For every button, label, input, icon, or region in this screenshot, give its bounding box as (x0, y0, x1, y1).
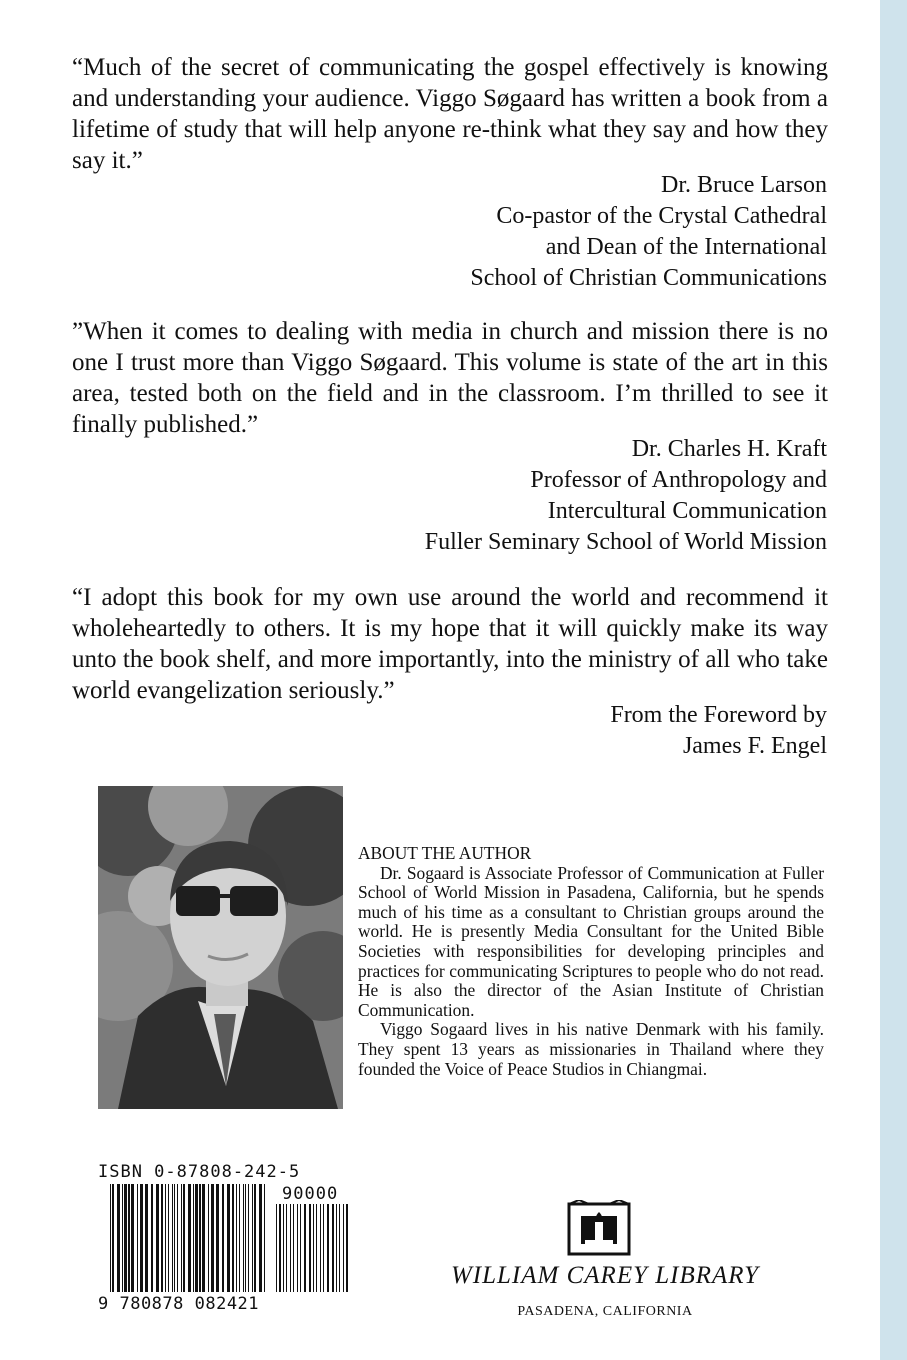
barcode-bar (232, 1184, 234, 1292)
author-photo (98, 786, 343, 1109)
barcode-bar (239, 1184, 240, 1292)
attribution-line: Dr. Charles H. Kraft (631, 436, 827, 462)
barcode-bar (193, 1184, 194, 1292)
attribution-line: and Dean of the International (545, 234, 827, 260)
barcode-bar (156, 1184, 159, 1292)
quote-kraft: ”When it comes to dealing with media in church and mission there is no one I trust more than Viggo Søgaard. This volume is state of the art in this area, tested both on the field and in the classroom. I’m thrilled to see it finally published.” (72, 318, 828, 438)
barcode-bar (279, 1204, 281, 1292)
barcode-bar (161, 1184, 163, 1292)
barcode-bar (188, 1184, 191, 1292)
barcode-bar (252, 1184, 253, 1292)
barcode-bar (346, 1204, 348, 1292)
attribution-kraft (127, 434, 827, 558)
barcode-bar (131, 1184, 134, 1292)
barcode-bar (202, 1184, 205, 1292)
attribution-line: From the Foreword by (610, 702, 827, 728)
barcode-bar (181, 1184, 182, 1292)
barcode-bar (313, 1204, 314, 1292)
barcode-bar (339, 1204, 340, 1292)
barcode-bar (165, 1184, 166, 1292)
barcode-bar (222, 1184, 224, 1292)
barcode-bar (227, 1184, 230, 1292)
barcode-bar (145, 1184, 148, 1292)
barcode-bar (117, 1184, 120, 1292)
barcode-bar (316, 1204, 317, 1292)
about-author (358, 844, 824, 1079)
attribution-line: Dr. Bruce Larson (661, 172, 827, 198)
attribution-line: Professor of Anthropology and (530, 467, 827, 493)
attribution-engel (127, 700, 827, 762)
barcode-bar (248, 1184, 249, 1292)
barcode-bar (304, 1204, 306, 1292)
barcode-bar (195, 1184, 198, 1292)
barcode-bar (199, 1184, 201, 1292)
barcode-bar (290, 1204, 291, 1292)
barcode-bar (112, 1184, 114, 1292)
barcode-bar (211, 1184, 214, 1292)
barcode-bar (110, 1184, 111, 1292)
barcode-bar (254, 1184, 256, 1292)
about-paragraph: Viggo Sogaard lives in his native Denmark with his family. They spent 13 years as missionaries in Thailand where they founded the Voice of Peace Studios in Chiangmai. (358, 1019, 824, 1079)
ean-digits: 9 780878 082421 (98, 1294, 260, 1314)
barcode-bar (309, 1204, 311, 1292)
barcode-bar (286, 1204, 287, 1292)
barcode-bar (293, 1204, 294, 1292)
attribution-line: Co-pastor of the Crystal Cathedral (496, 203, 827, 229)
barcode-bar (336, 1204, 337, 1292)
barcode-bar (327, 1204, 329, 1292)
barcode-bar (177, 1184, 178, 1292)
barcode-bar (264, 1184, 265, 1292)
barcode-bar (283, 1204, 284, 1292)
barcode-bar (172, 1184, 173, 1292)
barcode-bar (183, 1184, 185, 1292)
publisher-city: PASADENA, CALIFORNIA (517, 1304, 693, 1319)
barcode-bar (243, 1184, 244, 1292)
spine-edge (880, 0, 907, 1360)
barcode-bar (245, 1184, 246, 1292)
barcode-bar (320, 1204, 321, 1292)
barcode-bar (140, 1184, 143, 1292)
barcode-bar (332, 1204, 334, 1292)
barcode-bar (122, 1184, 123, 1292)
barcode-bar (300, 1204, 301, 1292)
barcode-bar (124, 1184, 127, 1292)
barcode-bar (297, 1204, 298, 1292)
attribution-line: School of Christian Communications (470, 265, 827, 291)
isbn-label: ISBN 0-87808-242-5 (98, 1162, 301, 1182)
attribution-larson (127, 170, 827, 294)
about-paragraph: Dr. Sogaard is Associate Professor of Communication at Fuller School of World Mission in Pasadena, California, but he spends much of his time as a consultant to Christian groups around the world. He is presently Media Consultant for the United Bible Societies with responsibilities for developing principles and practices for communicating Scriptures to people who do not read. He is also the director of the Asian Institute of Christian Communication. (358, 862, 824, 1020)
barcode-bar (137, 1184, 138, 1292)
quote-engel: “I adopt this book for my own use around the world and recommend it wholeheartedly to others. It is my hope that it will quickly make its way unto the book shelf, and more importantly, into the ministry of all who take world evangelization seriously.” (72, 584, 828, 704)
attribution-line: James F. Engel (682, 733, 827, 759)
publisher-logo-icon (565, 1200, 633, 1258)
barcode-bar (236, 1184, 237, 1292)
publisher-name: WILLIAM CAREY LIBRARY (450, 1262, 760, 1289)
barcode-bar (174, 1184, 175, 1292)
barcode-bar (323, 1204, 324, 1292)
about-heading: ABOUT THE AUTHOR (358, 843, 532, 863)
barcode-bar (151, 1184, 153, 1292)
barcode-bar (343, 1204, 344, 1292)
barcode-bar (216, 1184, 219, 1292)
attribution-line: Fuller Seminary School of World Mission (424, 529, 827, 555)
attribution-line: Intercultural Communication (547, 498, 827, 524)
barcode-bar (168, 1184, 169, 1292)
price-code: 90000 (282, 1184, 339, 1204)
barcode-bar (276, 1204, 277, 1292)
barcode-bar (128, 1184, 130, 1292)
barcode-bar (259, 1184, 262, 1292)
quote-larson: “Much of the secret of communicating the gospel effectively is knowing and understanding your audience. Viggo Søgaard has written a book from a lifetime of study that will help anyone re-think what they say and how they say it.” (72, 54, 828, 174)
barcode-bar (208, 1184, 209, 1292)
